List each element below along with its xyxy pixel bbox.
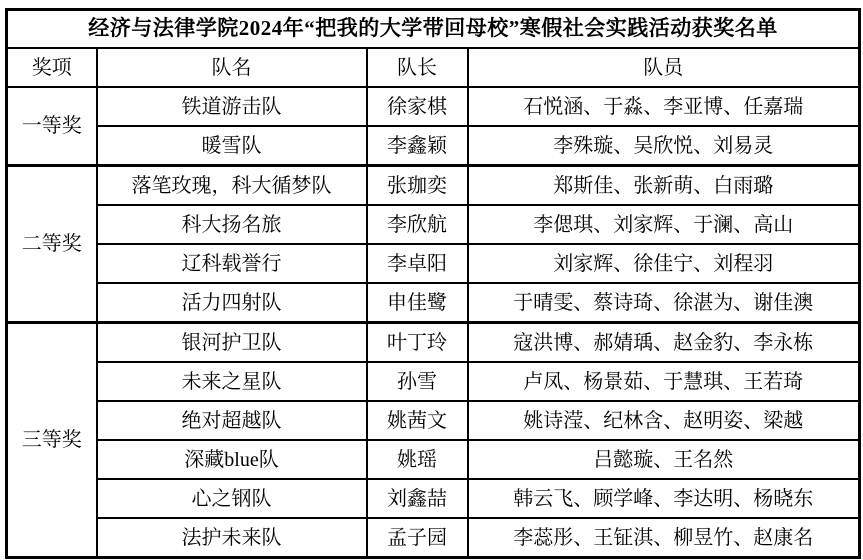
team-name-cell: 未来之星队	[97, 362, 367, 401]
captain-cell: 徐家棋	[367, 87, 468, 126]
members-cell: 刘家辉、徐佳宁、刘程羽	[468, 244, 860, 283]
captain-cell: 姚瑶	[367, 440, 468, 479]
team-name-cell: 科大扬名旅	[97, 205, 367, 244]
team-name-cell: 法护未来队	[97, 518, 367, 558]
table-row	[7, 126, 860, 166]
team-name-cell: 心之钢队	[97, 479, 367, 518]
members-cell: 卢凤、杨景茹、于慧琪、王若琦	[468, 362, 860, 401]
captain-cell: 刘鑫喆	[367, 479, 468, 518]
members-cell: 寇洪博、郝婧瑀、赵金豹、李永栋	[468, 323, 860, 363]
table-row	[7, 362, 860, 401]
award-cell: 二等奖	[7, 166, 97, 323]
captain-cell: 张珈奕	[367, 166, 468, 206]
table-row	[7, 401, 860, 440]
members-cell: 韩云飞、顾学峰、李达明、杨晓东	[468, 479, 860, 518]
team-name-cell: 铁道游击队	[97, 87, 367, 126]
table-row	[7, 205, 860, 244]
captain-cell: 李鑫颖	[367, 126, 468, 166]
captain-cell: 李欣航	[367, 205, 468, 244]
column-header-team: 队名	[97, 48, 367, 87]
members-cell: 李殊璇、吴欣悦、刘易灵	[468, 126, 860, 166]
members-cell: 吕懿璇、王名然	[468, 440, 860, 479]
page-title: 经济与法律学院2024年“把我的大学带回母校”寒假社会实践活动获奖名单	[7, 10, 860, 49]
members-cell: 石悦涵、于淼、李亚博、任嘉瑞	[468, 87, 860, 126]
award-cell: 三等奖	[7, 323, 97, 558]
captain-cell: 申佳鹭	[367, 283, 468, 323]
table-row	[7, 283, 860, 323]
team-name-cell: 活力四射队	[97, 283, 367, 323]
table-row	[7, 166, 860, 206]
captain-cell: 姚茜文	[367, 401, 468, 440]
table-row	[7, 323, 860, 363]
table-row	[7, 518, 860, 558]
title-row	[7, 10, 860, 49]
column-header-award: 奖项	[7, 48, 97, 87]
members-cell: 于晴雯、蔡诗琦、徐湛为、谢佳澳	[468, 283, 860, 323]
team-name-cell: 暖雪队	[97, 126, 367, 166]
captain-cell: 孟子园	[367, 518, 468, 558]
column-header-members: 队员	[468, 48, 860, 87]
table-row	[7, 479, 860, 518]
members-cell: 李蕊彤、王钲淇、柳昱竹、赵康名	[468, 518, 860, 558]
table-row	[7, 244, 860, 283]
award-cell: 一等奖	[7, 87, 97, 166]
captain-cell: 叶丁玲	[367, 323, 468, 363]
captain-cell: 李卓阳	[367, 244, 468, 283]
header-row	[7, 48, 860, 87]
members-cell: 李偲琪、刘家辉、于澜、高山	[468, 205, 860, 244]
team-name-cell: 银河护卫队	[97, 323, 367, 363]
team-name-cell: 辽科载誉行	[97, 244, 367, 283]
team-name-cell: 绝对超越队	[97, 401, 367, 440]
table-row	[7, 440, 860, 479]
members-cell: 郑斯佳、张新萌、白雨璐	[468, 166, 860, 206]
captain-cell: 孙雪	[367, 362, 468, 401]
members-cell: 姚诗滢、纪林含、赵明姿、梁越	[468, 401, 860, 440]
table-row	[7, 87, 860, 126]
table-body	[7, 10, 860, 558]
team-name-cell: 落笔玫瑰，科大循梦队	[97, 166, 367, 206]
column-header-captain: 队长	[367, 48, 468, 87]
award-table	[5, 8, 861, 559]
team-name-cell: 深藏blue队	[97, 440, 367, 479]
